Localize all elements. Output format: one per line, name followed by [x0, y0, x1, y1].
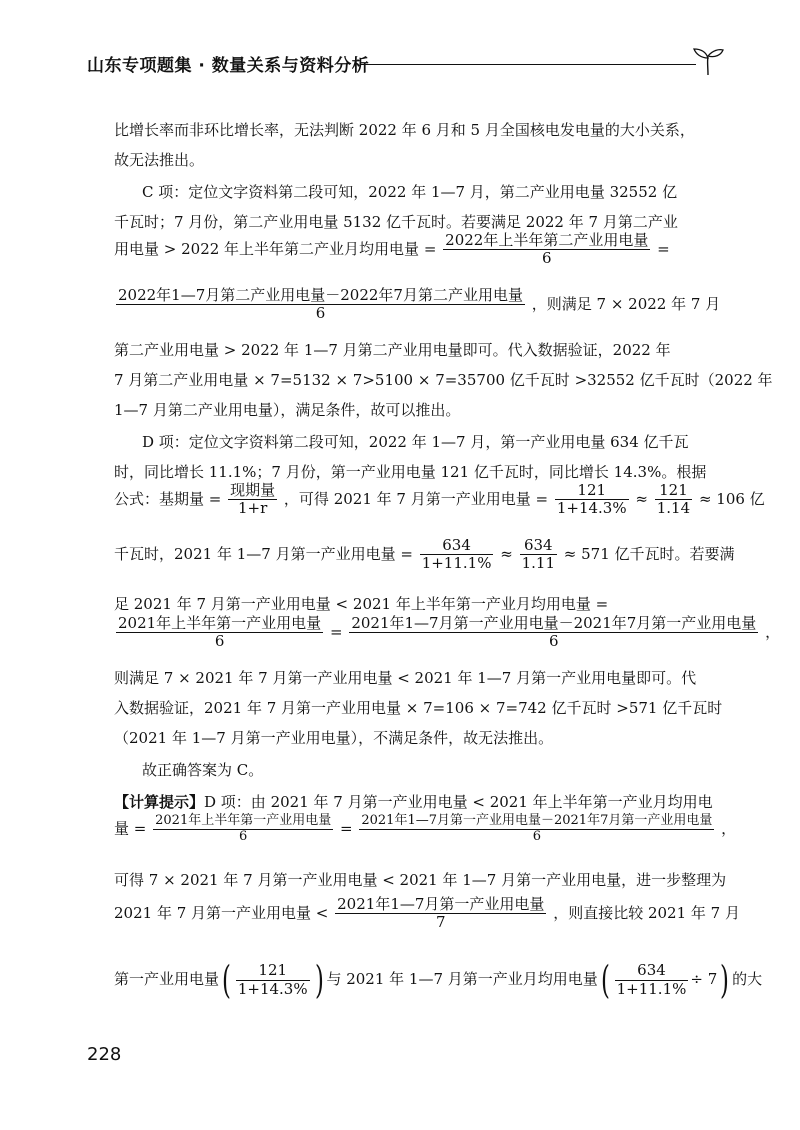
text-run: ≈ — [500, 544, 513, 563]
text-line: 故无法推出。 — [114, 151, 205, 169]
fraction-denominator: 1+14.3% — [556, 499, 627, 518]
text-run: D 项：由 2021 年 7 月第一产业用电量 < 2021 年上半年第一产业月均用电 — [204, 793, 713, 811]
fraction-numerator: 2021年1—7月第一产业用电量－2021年7月第一产业用电量 — [361, 813, 713, 828]
text-line: 7 月第二产业用电量 × 7=5132 × 7>5100 × 7=35700 亿千瓦时 >32552 亿千瓦时（2022 年 — [114, 371, 773, 389]
text-run: ， — [765, 622, 781, 641]
text-run: 第一产业用电量 — [114, 970, 220, 988]
left-paren: ( — [600, 958, 610, 1002]
fraction-numerator: 现期量 — [230, 481, 276, 499]
text-run: ，则直接比较 2021 年 7 月 — [553, 903, 740, 922]
text-run: 公式：基期量 = — [114, 489, 222, 508]
text-run: 千瓦时，2021 年 1—7 月第一产业用电量 = — [114, 544, 413, 563]
fraction-numerator: 634 — [420, 537, 494, 555]
fraction-numerator: 634 — [615, 962, 689, 980]
fraction — [655, 482, 692, 518]
fraction — [615, 962, 689, 998]
fraction — [228, 482, 277, 518]
text-run: ÷ 7 — [690, 970, 718, 988]
text-line: 可得 7 × 2021 年 7 月第一产业用电量 < 2021 年 1—7 月第一产业用电量，进一步整理为 — [114, 871, 727, 889]
fraction — [116, 615, 323, 651]
text-run: ≈ 571 亿千瓦时。若要满 — [563, 544, 735, 563]
formula-line — [114, 814, 736, 845]
fraction-denominator: 6 — [239, 828, 248, 844]
text-line: 则满足 7 × 2021 年 7 月第一产业用电量 < 2021 年 1—7 月第一产业用电量即可。代 — [114, 669, 697, 687]
text-line: 千瓦时；7 月份，第二产业用电量 5132 亿千瓦时。若要满足 2022 年 7 月第二产业 — [114, 213, 678, 231]
formula-line — [114, 287, 720, 323]
fraction-denominator: 6 — [315, 304, 326, 323]
text-line — [114, 792, 713, 812]
fraction-denominator: 1+14.3% — [237, 979, 308, 998]
text-run: ≈ 106 亿 — [698, 489, 765, 508]
text-run: 用电量 > 2022 年上半年第二产业月均用电量 = — [114, 239, 437, 258]
fraction-denominator: 1+r — [237, 499, 268, 518]
text-run: ， — [721, 819, 737, 838]
fraction — [116, 287, 525, 323]
fraction-numerator: 2022年1—7月第二产业用电量－2022年7月第二产业用电量 — [118, 286, 523, 304]
text-run: 2021 年 7 月第一产业用电量 < — [114, 903, 329, 922]
formula-line — [114, 615, 780, 651]
fraction-numerator: 634 — [520, 537, 557, 555]
fraction-numerator: 2021年1—7月第一产业用电量 — [337, 895, 545, 913]
fraction-denominator: 6 — [541, 249, 552, 268]
fraction-numerator: 2021年上半年第一产业用电量 — [155, 813, 332, 828]
fraction — [335, 896, 546, 932]
text-run: = — [329, 622, 343, 641]
formula-line — [114, 482, 765, 518]
header-title: 山东专项题集 · 数量关系与资料分析 — [87, 56, 370, 76]
text-line: D 项：定位文字资料第二段可知，2022 年 1—7 月，第一产业用电量 634 亿千瓦 — [142, 433, 689, 451]
fraction — [420, 537, 494, 573]
left-paren: ( — [221, 958, 231, 1002]
fraction — [359, 814, 714, 845]
fraction — [443, 232, 650, 268]
text-line: C 项：定位文字资料第二段可知，2022 年 1—7 月，第二产业用电量 32552 亿 — [142, 183, 678, 201]
formula-line — [114, 960, 762, 1000]
fraction-numerator: 2022年上半年第二产业用电量 — [445, 231, 649, 249]
page-header — [87, 45, 727, 81]
right-paren: ) — [720, 958, 730, 1002]
fraction-denominator: 1.14 — [656, 499, 691, 518]
fraction — [520, 537, 557, 573]
text-line: 足 2021 年 7 月第一产业用电量 < 2021 年上半年第一产业月均用电量 = — [114, 595, 609, 613]
text-line: 比增长率而非环比增长率，无法判断 2022 年 6 月和 5 月全国核电发电量的大小关系， — [114, 121, 695, 139]
text-line: 时，同比增长 11.1%；7 月份，第一产业用电量 121 亿千瓦时，同比增长 14.3%。根据 — [114, 463, 707, 481]
text-run: ，则满足 7 × 2022 年 7 月 — [531, 294, 721, 313]
sprout-icon — [691, 45, 725, 77]
fraction — [349, 615, 758, 651]
text-line: 入数据验证，2021 年 7 月第一产业用电量 × 7=106 × 7=742 亿千瓦时 >571 亿千瓦时 — [114, 699, 723, 717]
header-rule — [361, 64, 696, 65]
fraction-numerator: 2021年上半年第一产业用电量 — [118, 614, 322, 632]
text-run: ，可得 2021 年 7 月第一产业用电量 = — [283, 489, 549, 508]
text-run: = — [657, 239, 670, 258]
fraction-numerator: 121 — [236, 962, 310, 980]
text-run: 与 2021 年 1—7 月第一产业月均用电量 — [326, 970, 598, 988]
text-run: = — [340, 819, 353, 838]
fraction — [153, 814, 333, 845]
text-line: 故正确答案为 C。 — [142, 761, 264, 779]
formula-line — [114, 232, 670, 268]
fraction-numerator: 2021年1—7月第一产业用电量－2021年7月第一产业用电量 — [351, 614, 757, 632]
formula-line — [114, 537, 735, 573]
fraction-denominator: 6 — [532, 828, 541, 844]
fraction-numerator: 121 — [655, 482, 692, 500]
formula-line — [114, 896, 740, 932]
right-paren: ) — [314, 958, 324, 1002]
text-line: （2021 年 1—7 月第一产业用电量），不满足条件，故无法推出。 — [114, 729, 554, 747]
fraction-denominator: 6 — [549, 632, 559, 651]
fraction-denominator: 1.11 — [521, 554, 555, 573]
page-number: 228 — [87, 1044, 122, 1065]
fraction-denominator: 7 — [436, 913, 446, 932]
text-run: 的大 — [732, 970, 763, 988]
fraction — [555, 482, 629, 518]
text-line: 1—7 月第二产业用电量），满足条件，故可以推出。 — [114, 401, 461, 419]
text-run: 量 = — [114, 819, 147, 838]
text-run: ≈ — [635, 489, 648, 508]
fraction — [236, 962, 310, 998]
fraction-denominator: 1+11.1% — [616, 979, 687, 998]
fraction-denominator: 6 — [214, 632, 225, 651]
text-line: 第二产业用电量 > 2022 年 1—7 月第二产业用电量即可。代入数据验证，2022 年 — [114, 341, 671, 359]
calc-tip-tag: 【计算提示】 — [114, 793, 205, 811]
fraction-numerator: 121 — [555, 482, 629, 500]
fraction-denominator: 1+11.1% — [421, 554, 492, 573]
